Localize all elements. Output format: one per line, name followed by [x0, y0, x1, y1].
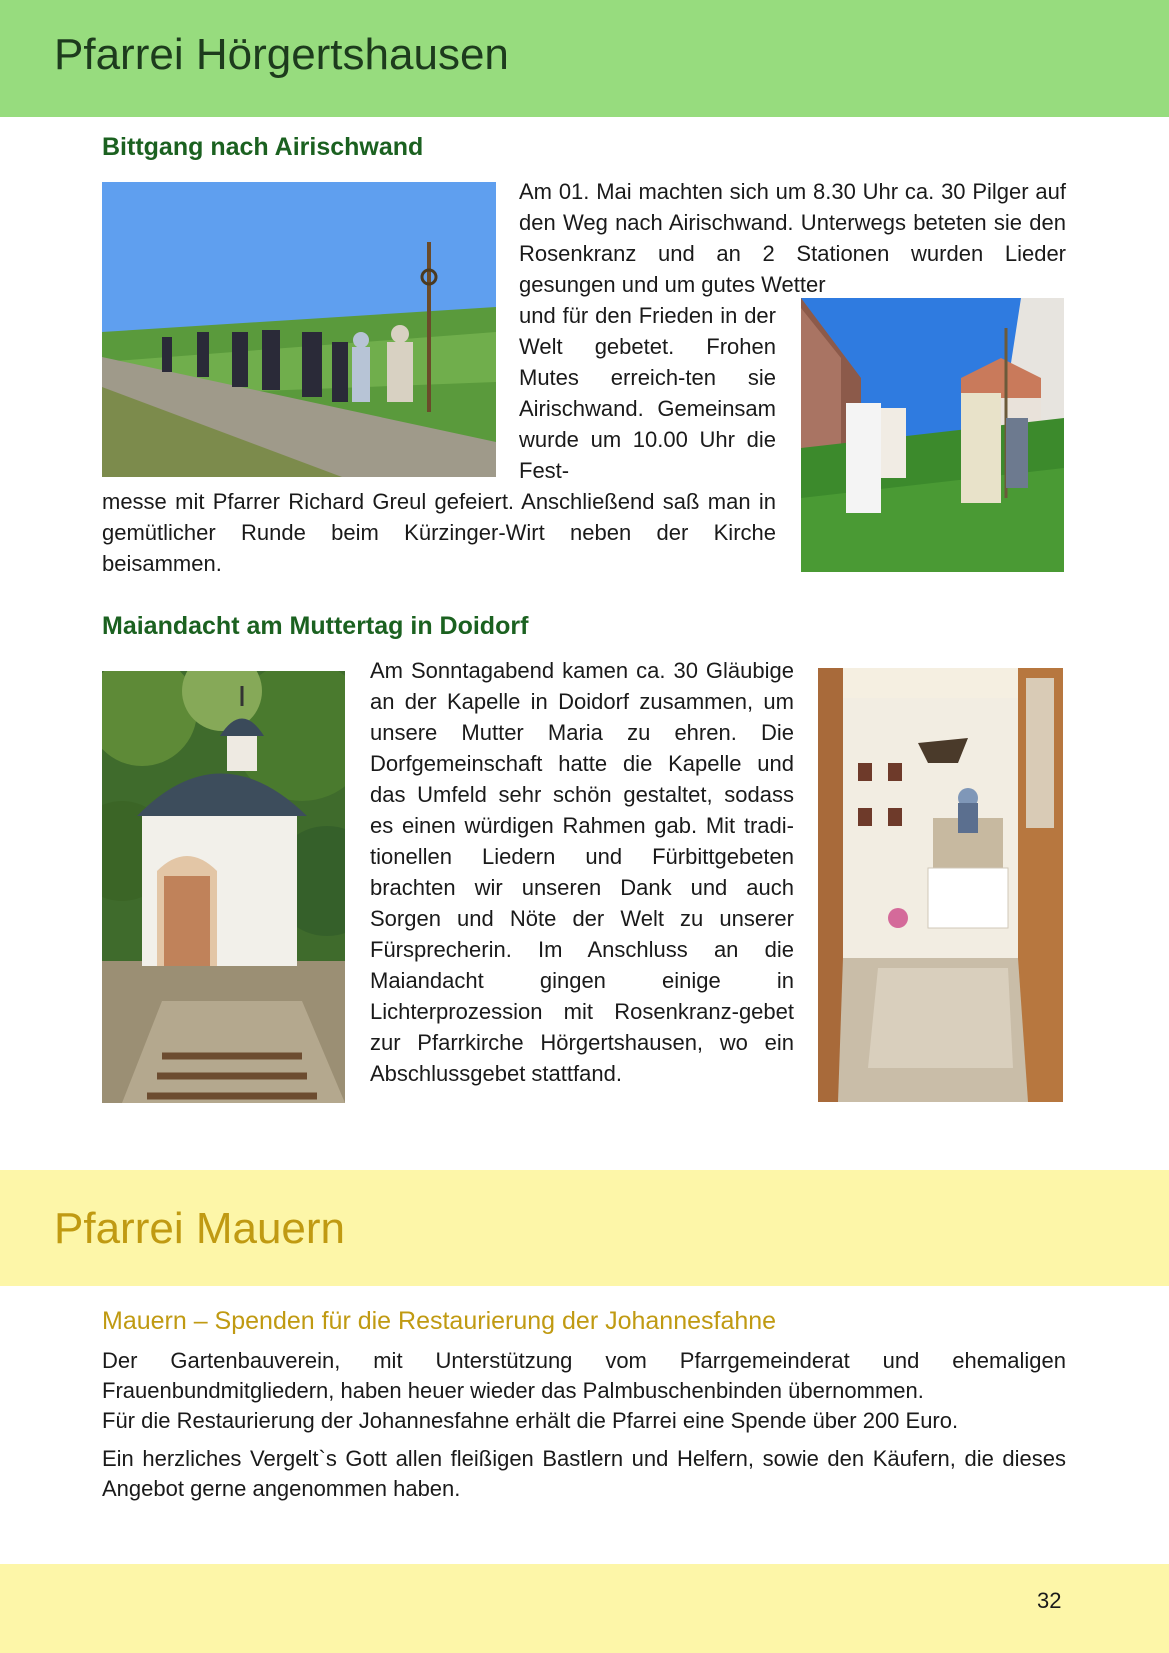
- article2-text: Am Sonntagabend kamen ca. 30 Gläubige an der Kapelle in Doidorf zusammen, um unsere Mutter Maria zu ehren. Die Dorfgemeinschaft hatte die Kapelle und das Umfeld sehr schön gestaltet, sodass es einen würdigen Rahmen gab. Mit tradi-tionellen Liedern und Fürbittgebeten brachten wir unseren Dank und auch Sorgen und Nöte der Welt zu unserer Fürsprecherin. Im Anschluss an die Maiandacht gingen einige in Lichterprozession mit Rosenkranz-gebet zur Pfarrkirche Hörgertshausen, wo ein Abschlussgebet stattfand.: [370, 658, 794, 1086]
- article-heading-maiandacht: Maiandacht am Muttertag in Doidorf: [102, 612, 529, 640]
- article-heading-bittgang: Bittgang nach Airischwand: [102, 133, 424, 161]
- photo-pilgrims-walking: [102, 182, 496, 477]
- page-number: 32: [1037, 1588, 1062, 1613]
- article1-text-end: messe mit Pfarrer Richard Greul gefeiert. Anschließend saß man in gemütlicher Runde beim Kürzinger-Wirt neben der Kirche beisammen.: [102, 489, 776, 576]
- photo-procession-church: [801, 298, 1064, 572]
- photo-chapel-interior: [818, 668, 1063, 1102]
- article3-para2: Für die Restaurierung der Johannesfahne erhält die Pfarrei eine Spende über 200 Euro.: [102, 1408, 959, 1433]
- article-heading-johannesfahne: Mauern – Spenden für die Restaurierung der Johannesfahne: [102, 1307, 777, 1335]
- article3-para3: Ein herzliches Vergelt`s Gott allen fleißigen Bastlern und Helfern, sowie den Käufern, die dieses Angebot gerne angenommen haben.: [102, 1446, 1066, 1501]
- article1-text-top: Am 01. Mai machten sich um 8.30 Uhr ca. 30 Pilger auf den Weg nach Airischwand. Unterwegs beteten sie den Rosenkranz und an 2 Stationen wurden Lieder gesungen und um gutes Wetter: [519, 179, 1066, 297]
- page-title: Pfarrei Hörgertshausen: [54, 30, 509, 79]
- photo-chapel-exterior: [102, 671, 345, 1103]
- article3-para1: Der Gartenbauverein, mit Unterstützung vom Pfarrgemeinderat und ehemaligen Frauenbundmitgliedern, haben heuer wieder das Palmbuschenbinden übernommen.: [102, 1348, 1066, 1403]
- article1-text-mid: und für den Frieden in der Welt gebetet. Frohen Mutes erreich-ten sie Airischwand. Gemeinsam wurde um 10.00 Uhr die Fest-: [519, 303, 776, 483]
- footer-band: [0, 1564, 1169, 1653]
- section-title-mauern: Pfarrei Mauern: [54, 1204, 346, 1253]
